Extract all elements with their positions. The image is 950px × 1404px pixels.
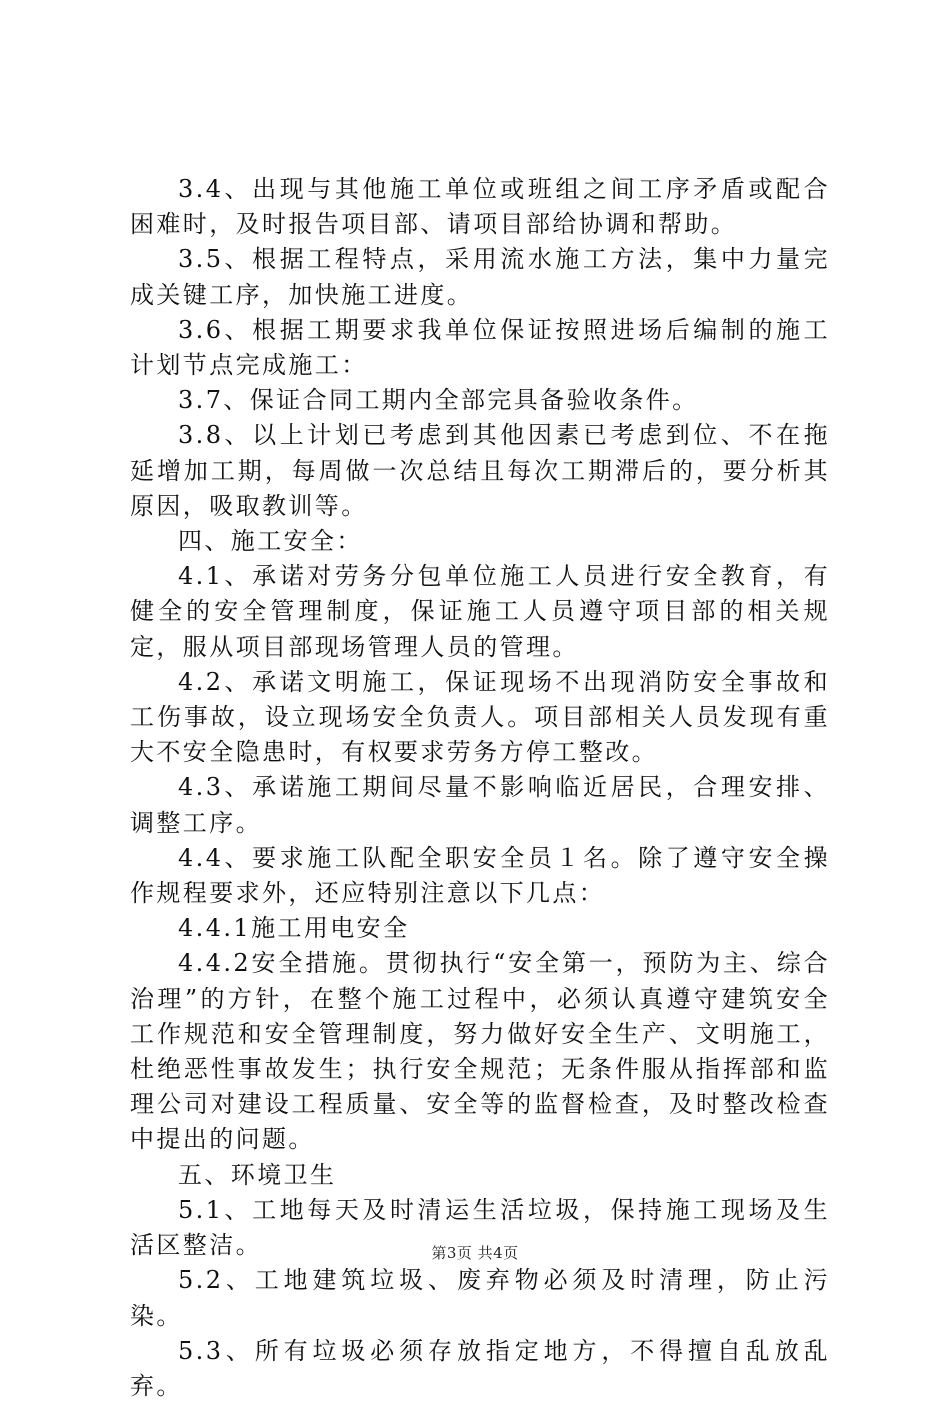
paragraph-3-7: 3.7、保证合同工期内全部完具备验收条件。 (178, 386, 699, 415)
section-heading-safety: 四、施工安全： (178, 527, 363, 556)
paragraph-5-2: 5.2、工地建筑垃圾、废弃物必须及时清理，防止污染。 (130, 1266, 830, 1330)
document-body (130, 172, 830, 1404)
section-heading-environment: 五、环境卫生 (178, 1160, 337, 1189)
paragraph-3-8: 3.8、以上计划已考虑到其他因素已考虑到位、不在拖延增加工期，每周做一次总结且每次工期滞后的，要分析其原因，吸取教训等。 (130, 421, 830, 520)
page-number-footer: 第3页 共4页 (431, 1244, 519, 1262)
paragraph-5-1: 5.1、工地每天及时清运生活垃圾，保持施工现场及生活区整洁。 (130, 1195, 830, 1260)
paragraph-3-6: 3.6、根据工期要求我单位保证按照进场后编制的施工计划节点完成施工： (130, 315, 830, 380)
paragraph-3-4: 3.4、出现与其他施工单位或班组之间工序矛盾或配合困难时，及时报告项目部、请项目部给协调和帮助。 (130, 175, 830, 239)
paragraph-3-5: 3.5、根据工程特点，采用流水施工方法，集中力量完成关键工序，加快施工进度。 (130, 245, 830, 309)
paragraph-4-3: 4.3、承诺施工期间尽量不影响临近居民，合理安排、调整工序。 (130, 773, 830, 837)
paragraph-5-3: 5.3、所有垃圾必须存放指定地方，不得擅自乱放乱弃。 (130, 1336, 830, 1400)
paragraph-4-4-1: 4.4.1施工用电安全 (178, 914, 410, 943)
paragraph-4-1: 4.1、承诺对劳务分包单位施工人员进行安全教育，有健全的安全管理制度，保证施工人员遵守项目部的相关规定，服从项目部现场管理人员的管理。 (130, 562, 830, 661)
paragraph-4-4-2: 4.4.2安全措施。贯彻执行“安全第一，预防为主、综合治理”的方针，在整个施工过程中，必须认真遵守建筑安全工作规范和安全管理制度，努力做好安全生产、文明施工，杜绝恶性事故发生；执行安全规范；无条件服从指挥部和监理公司对建设工程质量、安全等的监督检查，及时整改检查中提出的问题。 (130, 949, 830, 1154)
paragraph-4-2: 4.2、承诺文明施工，保证现场不出现消防安全事故和工伤事故，设立现场安全负责人。项目部相关人员发现有重大不安全隐患时，有权要求劳务方停工整改。 (130, 667, 830, 767)
paragraph-4-4: 4.4、要求施工队配全职安全员１名。除了遵守安全操作规程要求外，还应特别注意以下几点： (130, 843, 830, 908)
